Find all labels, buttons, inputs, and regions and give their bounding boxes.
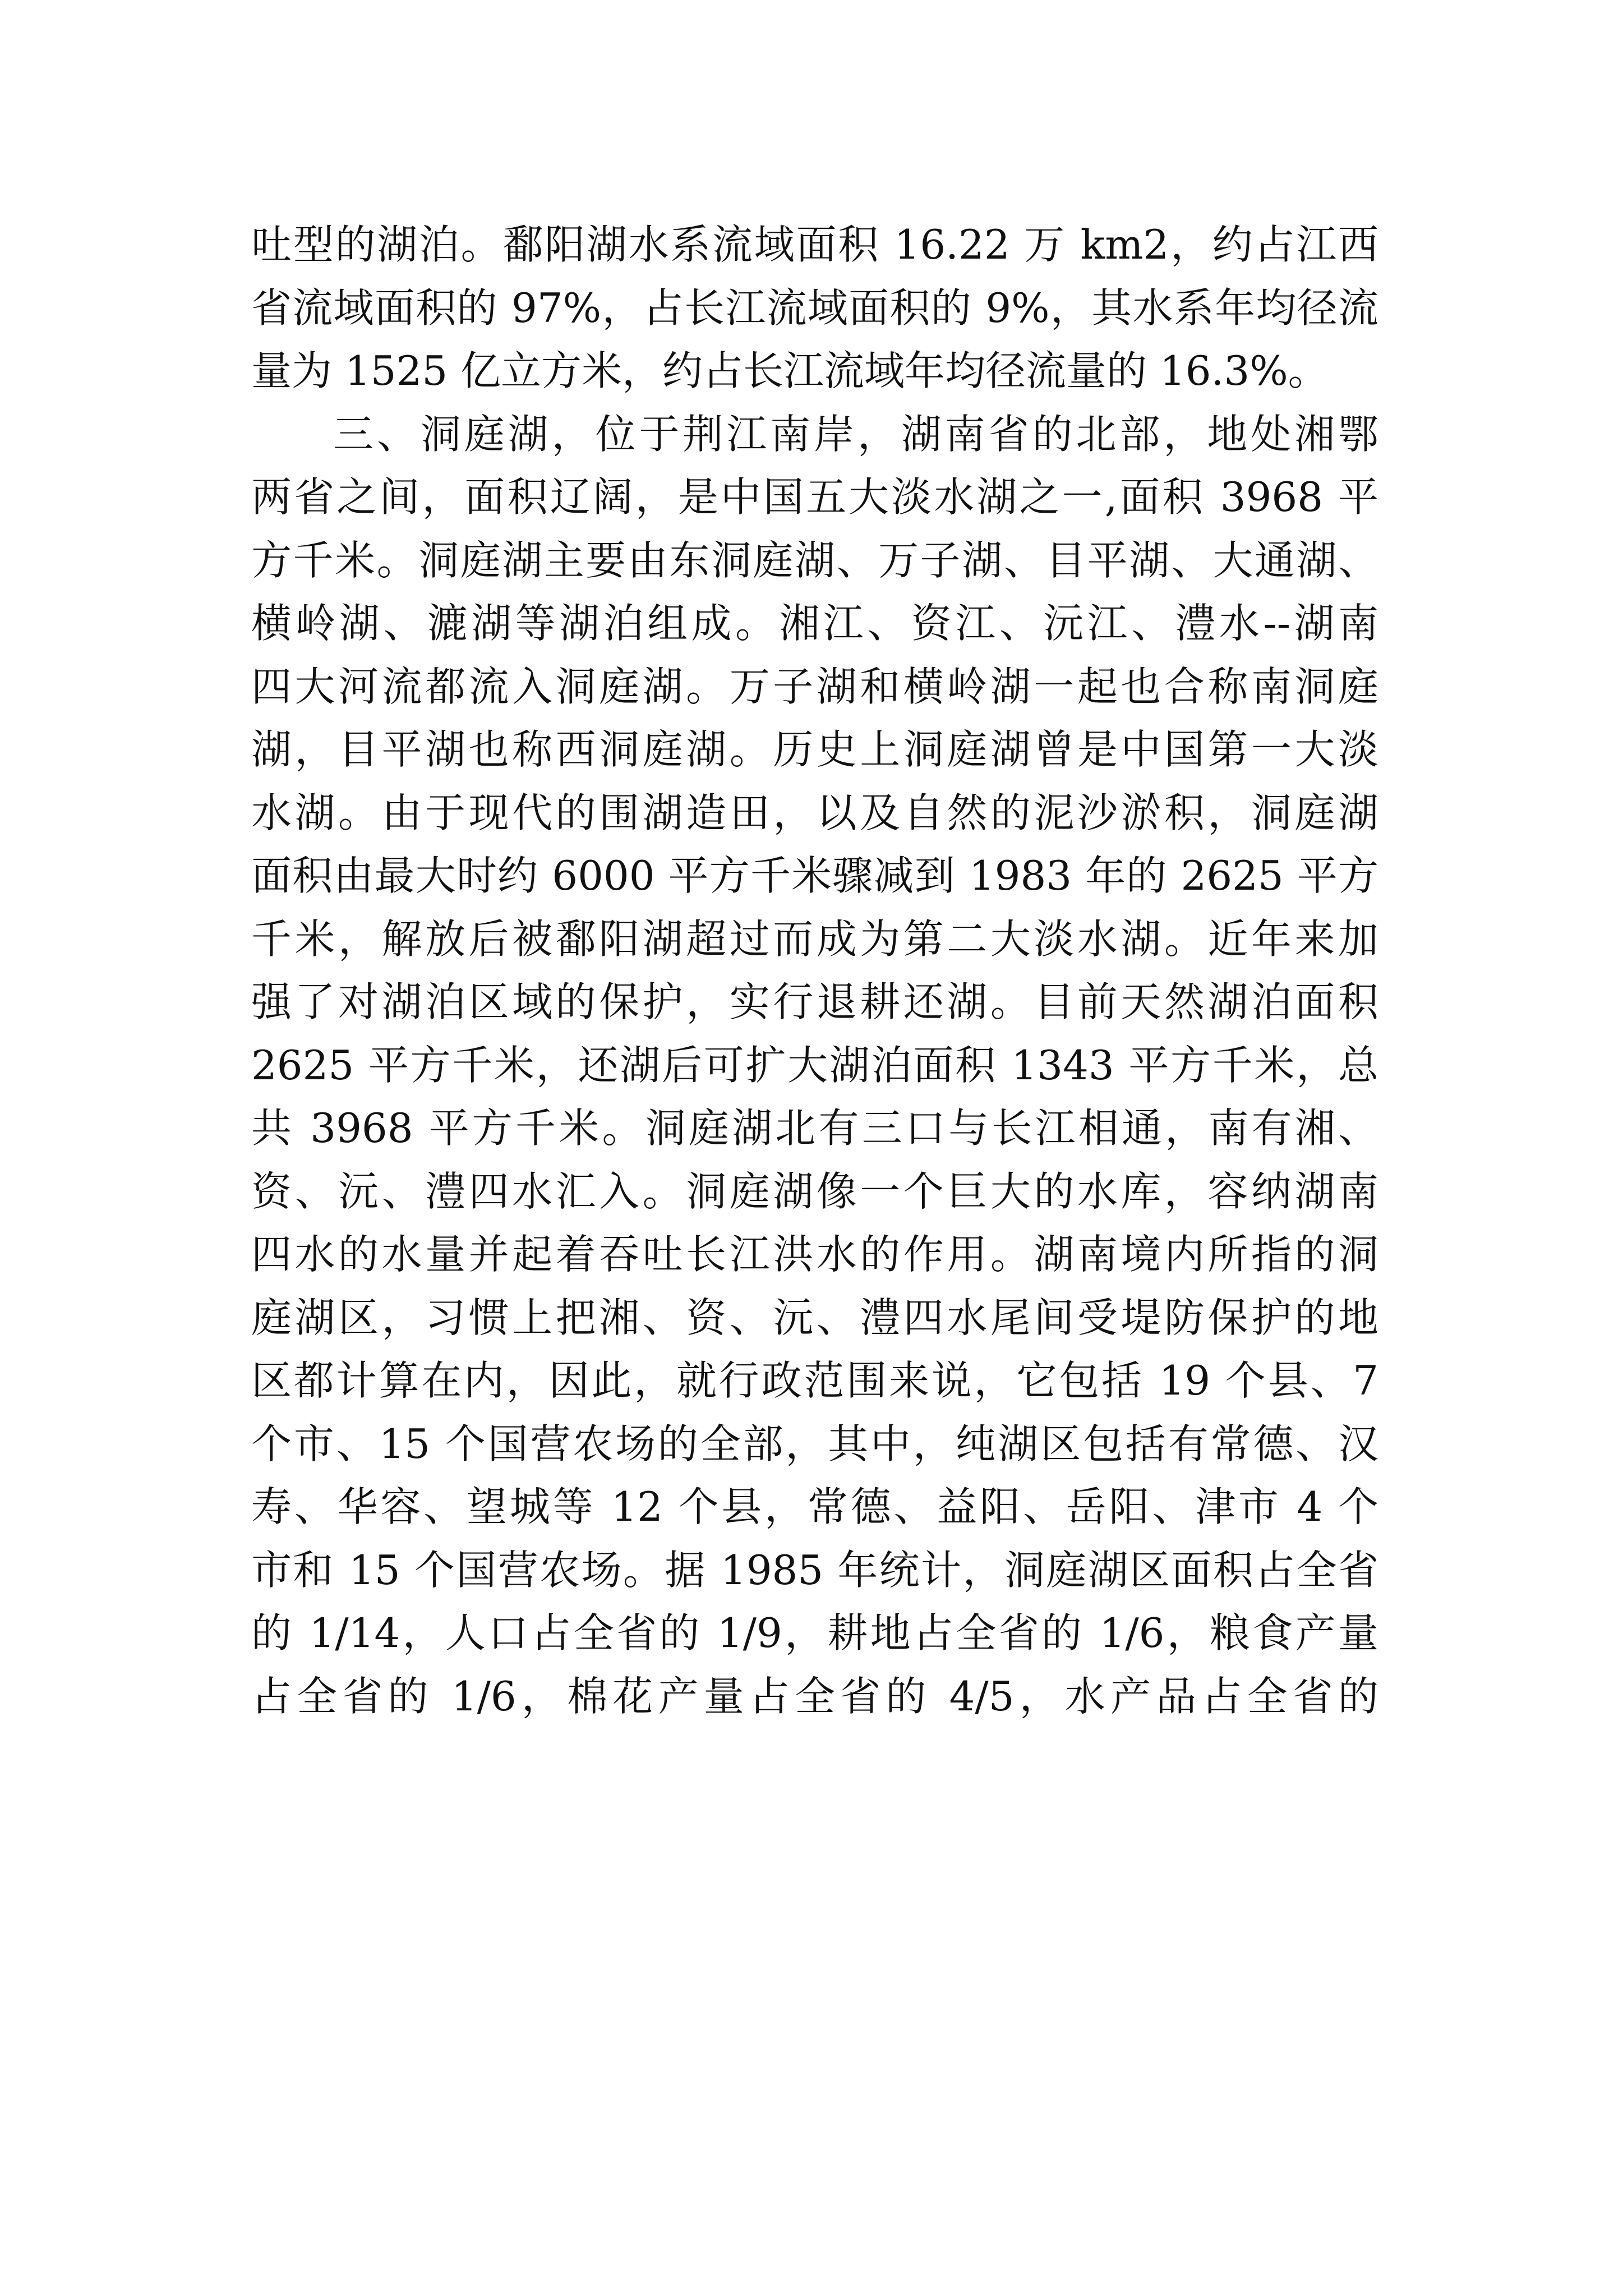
text-line: 庭湖区，习惯上把湘、资、沅、澧四水尾间受堤防保护的地 <box>251 1294 1378 1341</box>
text-line: 省流域面积的 97%，占长江流域面积的 9%，其水系年均径流 <box>251 284 1378 332</box>
text-line: 四水的水量并起着吞吐长江洪水的作用。湖南境内所指的洞 <box>251 1231 1378 1278</box>
text-line: 三、洞庭湖，位于荆江南岸，湖南省的北部，地处湘鄂 <box>333 410 1378 458</box>
text-line: 两省之间，面积辽阔，是中国五大淡水湖之一,面积 3968 平 <box>251 473 1378 521</box>
text-line: 量为 1525 亿立方米，约占长江流域年均径流量的 16.3%。 <box>251 347 1329 394</box>
body-text <box>251 213 1378 1728</box>
text-line: 湖，目平湖也称西洞庭湖。历史上洞庭湖曾是中国第一大淡 <box>251 726 1378 773</box>
text-line: 2625 平方千米，还湖后可扩大湖泊面积 1343 平方千米，总 <box>251 1041 1378 1089</box>
text-line: 四大河流都流入洞庭湖。万子湖和横岭湖一起也合称南洞庭 <box>251 662 1378 710</box>
text-line: 千米，解放后被鄱阳湖超过而成为第二大淡水湖。近年来加 <box>251 915 1378 963</box>
text-line: 寿、华容、望城等 12 个县，常德、益阳、岳阳、津市 4 个 <box>251 1483 1378 1530</box>
text-line: 资、沅、澧四水汇入。洞庭湖像一个巨大的水库，容纳湖南 <box>251 1167 1378 1215</box>
text-line: 面积由最大时约 6000 平方千米骤减到 1983 年的 2625 平方 <box>251 852 1378 899</box>
text-line: 市和 15 个国营农场。据 1985 年统计，洞庭湖区面积占全省 <box>251 1546 1378 1594</box>
paragraph-2 <box>251 403 1378 1728</box>
text-line: 区都计算在内，因此，就行政范围来说，它包括 19 个县、7 <box>251 1357 1378 1404</box>
paragraph-1 <box>251 213 1378 403</box>
text-line: 个市、15 个国营农场的全部，其中，纯湖区包括有常德、汉 <box>251 1420 1378 1467</box>
text-line: 的 1/14，人口占全省的 1/9，耕地占全省的 1/6，粮食产量 <box>251 1609 1378 1657</box>
text-line: 占全省的 1/6，棉花产量占全省的 4/5，水产品占全省的 <box>251 1672 1378 1720</box>
text-line: 吐型的湖泊。鄱阳湖水系流域面积 16.22 万 km2，约占江西 <box>251 221 1378 268</box>
text-line: 方千米。洞庭湖主要由东洞庭湖、万子湖、目平湖、大通湖、 <box>251 536 1378 584</box>
text-line: 强了对湖泊区域的保护，实行退耕还湖。目前天然湖泊面积 <box>251 978 1378 1025</box>
text-line: 横岭湖、漉湖等湖泊组成。湘江、资江、沅江、澧水--湖南 <box>251 600 1378 647</box>
text-line: 共 3968 平方千米。洞庭湖北有三口与长江相通，南有湘、 <box>251 1105 1378 1152</box>
text-line: 水湖。由于现代的围湖造田，以及自然的泥沙淤积，洞庭湖 <box>251 789 1378 836</box>
